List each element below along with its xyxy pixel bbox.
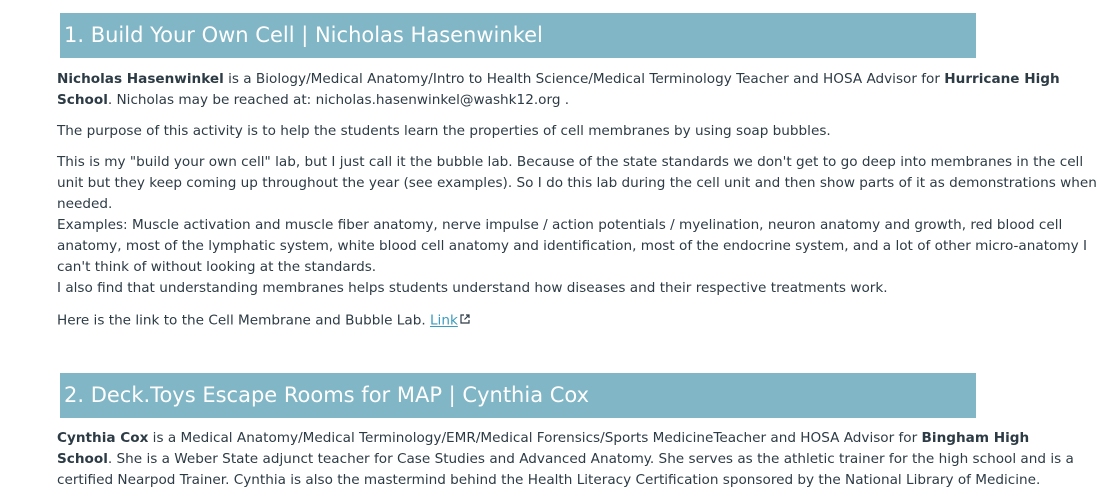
details-line: I also find that understanding membranes helps students understand how diseases and their respective treatments work. bbox=[57, 280, 888, 296]
section-2-title: 2. Deck.Toys Escape Rooms for MAP | Cynthia Cox bbox=[64, 383, 590, 407]
details-line: This is my "build your own cell" lab, but I just call it the bubble lab. Because of the state standards we don't get to go deep into membranes in the cell bbox=[57, 154, 1084, 170]
details-line: anatomy, most of the lymphatic system, white blood cell anatomy and identification, most of the endocrine system, and a lot of other micro-anatomy I bbox=[57, 238, 1087, 254]
teacher-name: Nicholas Hasenwinkel bbox=[57, 71, 224, 87]
teacher-bio-line3: certified Nearpod Trainer. Cynthia is also the mastermind behind the Health Literacy Certification sponsored by the National Library of Medicine. bbox=[57, 472, 1041, 488]
section-2-heading bbox=[60, 373, 976, 418]
cell-membrane-lab-link[interactable]: Link bbox=[429, 312, 458, 329]
section-1-link-paragraph bbox=[57, 310, 972, 332]
teacher-role: is a Medical Anatomy/Medical Terminology/EMR/Medical Forensics/Sports MedicineTeacher and HOSA Advisor for bbox=[148, 430, 922, 446]
school-name-part2: School bbox=[57, 451, 108, 467]
school-name-part2: School bbox=[57, 92, 108, 108]
teacher-role: is a Biology/Medical Anatomy/Intro to Health Science/Medical Terminology Teacher and HOSA Advisor for bbox=[223, 71, 945, 87]
details-line: Examples: Muscle activation and muscle fiber anatomy, nerve impulse / action potentials / myelination, neuron anatomy and growth, red blood cell bbox=[57, 217, 1063, 233]
section-2-bio bbox=[57, 428, 1074, 491]
details-line: needed. bbox=[57, 196, 113, 212]
teacher-bio-line2: . She is a Weber State adjunct teacher for Case Studies and Advanced Anatomy. She serves as the athletic trainer for the high school and is a bbox=[107, 451, 1074, 467]
section-1-title: 1. Build Your Own Cell | Nicholas Hasenwinkel bbox=[64, 23, 543, 47]
details-line: unit but they keep coming up throughout the year (see examples). So I do this lab during the cell unit and then show parts of it as demonstrations when bbox=[57, 175, 1097, 191]
school-name-part1: Hurricane High bbox=[944, 71, 1060, 87]
details-line: can't think of without looking at the standards. bbox=[57, 259, 377, 275]
teacher-contact: . Nicholas may be reached at: nicholas.hasenwinkel@washk12.org . bbox=[107, 92, 570, 108]
school-name-part1: Bingham High bbox=[921, 430, 1030, 446]
teacher-name: Cynthia Cox bbox=[57, 430, 149, 446]
section-1-bio bbox=[57, 69, 1060, 111]
section-1-heading bbox=[60, 13, 976, 58]
section-1-purpose: The purpose of this activity is to help the students learn the properties of cell membranes by using soap bubbles. bbox=[57, 123, 831, 139]
section-1-details bbox=[57, 152, 1097, 299]
external-link-icon bbox=[460, 310, 470, 331]
link-intro-text: Here is the link to the Cell Membrane and Bubble Lab. bbox=[57, 312, 430, 329]
